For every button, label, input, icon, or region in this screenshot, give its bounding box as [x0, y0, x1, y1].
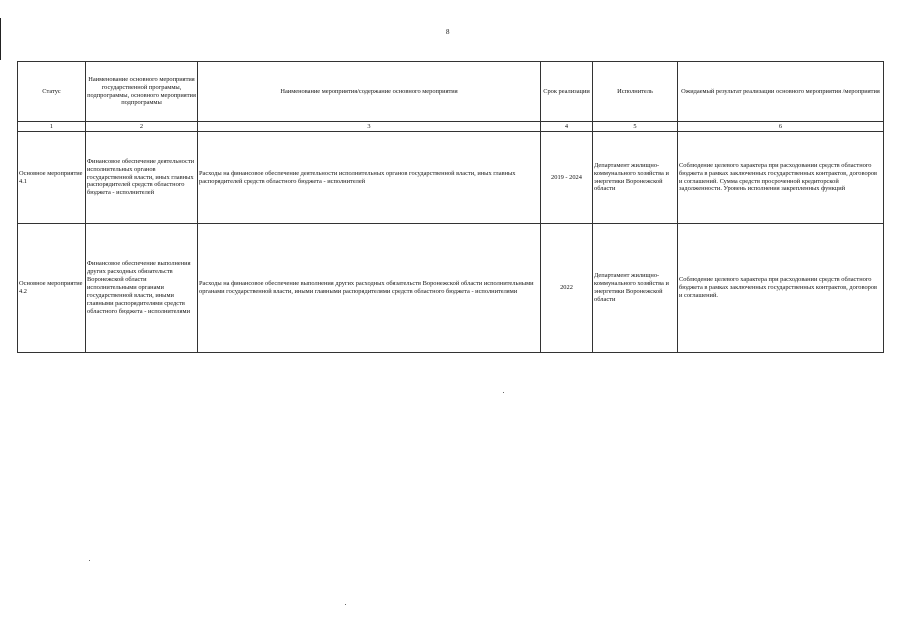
- header-expected-result: Ожидаемый результат реализации основного мероприятия /мероприятия: [678, 62, 884, 122]
- page-number: 8: [446, 28, 450, 36]
- row-activity-name: Финансовое обеспечение деятельности исполнительных органов государственной власти, иных главных распорядителей средств областного бюджета - исполнителей: [86, 132, 198, 224]
- header-status: Статус: [18, 62, 86, 122]
- row-status: Основное мероприятие 4.2: [18, 224, 86, 353]
- page-edge-mark: [0, 18, 1, 60]
- row-executor: Департамент жилищно-коммунального хозяйства и энергетики Воронежской области: [593, 224, 678, 353]
- row-activity-content: Расходы на финансовое обеспечение выполнения других расходных обязательств Воронежской области исполнительными органами государственной власти, иными главными распорядителями средств областного бюджета - исполнителями: [198, 224, 541, 353]
- row-term: 2022: [541, 224, 593, 353]
- activities-table: [17, 61, 884, 353]
- table-header-row: [18, 62, 884, 122]
- table-row: [18, 132, 884, 224]
- header-main-activity-name: Наименование основного мероприятия государственной программы, подпрограммы, основного мероприятия подпрограммы: [86, 62, 198, 122]
- header-executor: Исполнитель: [593, 62, 678, 122]
- column-number-row: [18, 122, 884, 132]
- column-number: 1: [18, 122, 86, 132]
- row-activity-name: Финансовое обеспечение выполнения других расходных обязательств Воронежской области исполнительными органами государственной власти, иными главными распорядителями средств областного бюджета - исполнителями: [86, 224, 198, 353]
- row-activity-content: Расходы на финансовое обеспечение деятельности исполнительных органов государственной власти, иных главных распорядителей средств областного бюджета - исполнителей: [198, 132, 541, 224]
- row-expected-result: Соблюдение целевого характера при расходовании средств областного бюджета в рамках заключенных государственных контрактов, договоров и соглашений. Сумма средств просроченной кредиторской задолженности. Уровень исполнения закрепленных функций: [678, 132, 884, 224]
- header-term: Срок реализации: [541, 62, 593, 122]
- column-number: 2: [86, 122, 198, 132]
- row-expected-result: Соблюдение целевого характера при расходовании средств областного бюджета в рамках заключенных государственных контрактов, договоров и соглашений.: [678, 224, 884, 353]
- scan-speck: [345, 604, 346, 605]
- header-activity-content: Наименование мероприятия/содержание основного мероприятия: [198, 62, 541, 122]
- table-row: [18, 224, 884, 353]
- column-number: 6: [678, 122, 884, 132]
- row-term: 2019 - 2024: [541, 132, 593, 224]
- column-number: 3: [198, 122, 541, 132]
- scan-speck: [89, 560, 90, 561]
- column-number: 5: [593, 122, 678, 132]
- scan-speck: [503, 392, 504, 393]
- row-status: Основное мероприятие 4.1: [18, 132, 86, 224]
- row-executor: Департамент жилищно-коммунального хозяйства и энергетики Воронежской области: [593, 132, 678, 224]
- column-number: 4: [541, 122, 593, 132]
